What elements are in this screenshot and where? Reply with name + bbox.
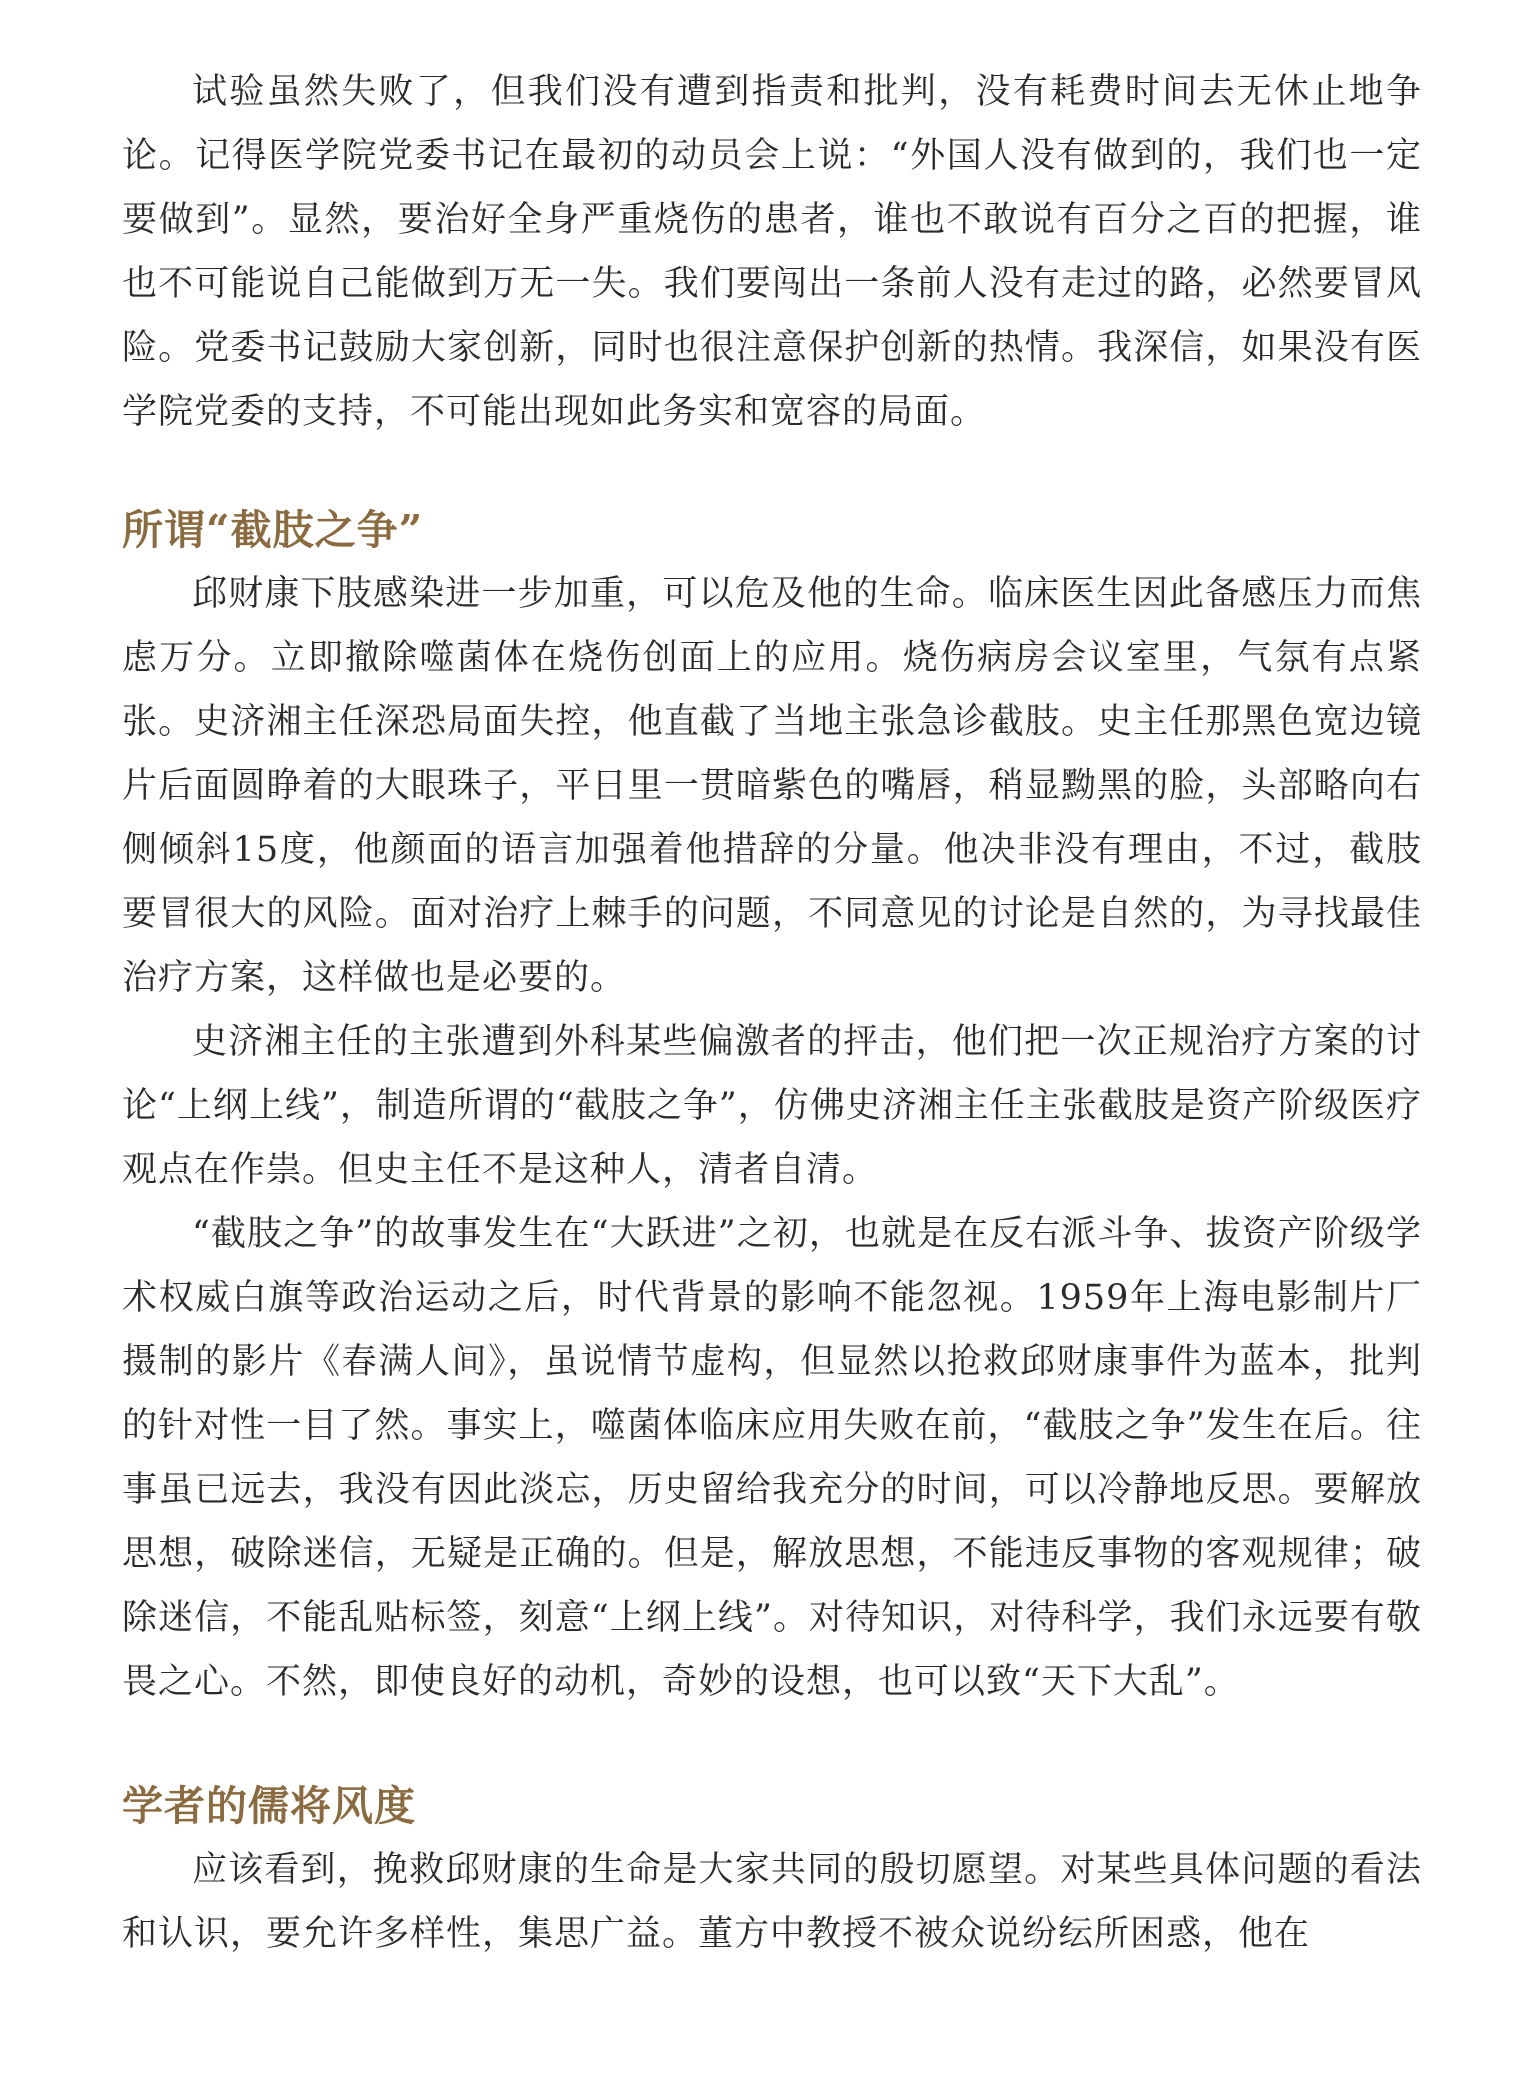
- body-paragraph: “截肢之争”的故事发生在“大跃进”之初，也就是在反右派斗争、拔资产阶级学术权威白旗等政治运动之后，时代背景的影响不能忽视。1959年上海电影制片厂摄制的影片《春满人间》，虽说情节虚构，但显然以抢救邱财康事件为蓝本，批判的针对性一目了然。事实上，噬菌体临床应用失败在前，“截肢之争”发生在后。往事虽已远去，我没有因此淡忘，历史留给我充分的时间，可以冷静地反思。要解放思想，破除迷信，无疑是正确的。但是，解放思想，不能违反事物的客观规律；破除迷信，不能乱贴标签，刻意“上纲上线”。对待知识，对待科学，我们永远要有敬畏之心。不然，即使良好的动机，奇妙的设想，也可以致“天下大乱”。: [122, 1214, 1422, 1702]
- body-paragraph: 试验虽然失败了，但我们没有遭到指责和批判，没有耗费时间去无休止地争论。记得医学院党委书记在最初的动员会上说：“外国人没有做到的，我们也一定要做到”。显然，要治好全身严重烧伤的患者，谁也不敢说有百分之百的把握，谁也不可能说自己能做到万无一失。我们要闯出一条前人没有走过的路，必然要冒风险。党委书记鼓励大家创新，同时也很注意保护创新的热情。我深信，如果没有医学院党委的支持，不可能出现如此务实和宽容的局面。: [122, 72, 1422, 432]
- body-paragraph: 史济湘主任的主张遭到外科某些偏激者的抨击，他们把一次正规治疗方案的讨论“上纲上线”，制造所谓的“截肢之争”，仿佛史济湘主任主张截肢是资产阶级医疗观点在作祟。但史主任不是这种人，清者自清。: [122, 1022, 1422, 1190]
- body-paragraph: 邱财康下肢感染进一步加重，可以危及他的生命。临床医生因此备感压力而焦虑万分。立即撤除噬菌体在烧伤创面上的应用。烧伤病房会议室里，气氛有点紧张。史济湘主任深恐局面失控，他直截了当地主张急诊截肢。史主任那黑色宽边镜片后面圆睁着的大眼珠子，平日里一贯暗紫色的嘴唇，稍显黝黑的脸，头部略向右侧倾斜15度，他颜面的语言加强着他措辞的分量。他决非没有理由，不过，截肢要冒很大的风险。面对治疗上棘手的问题，不同意见的讨论是自然的，为寻找最佳治疗方案，这样做也是必要的。: [122, 574, 1422, 998]
- section-heading: 所谓“截肢之争”: [122, 506, 424, 554]
- section-heading: 学者的儒将风度: [122, 1782, 416, 1830]
- document-page: [122, 60, 1422, 1966]
- body-paragraph: 应该看到，挽救邱财康的生命是大家共同的殷切愿望。对某些具体问题的看法和认识，要允许多样性，集思广益。董方中教授不被众说纷纭所困惑，他在: [122, 1850, 1422, 1954]
